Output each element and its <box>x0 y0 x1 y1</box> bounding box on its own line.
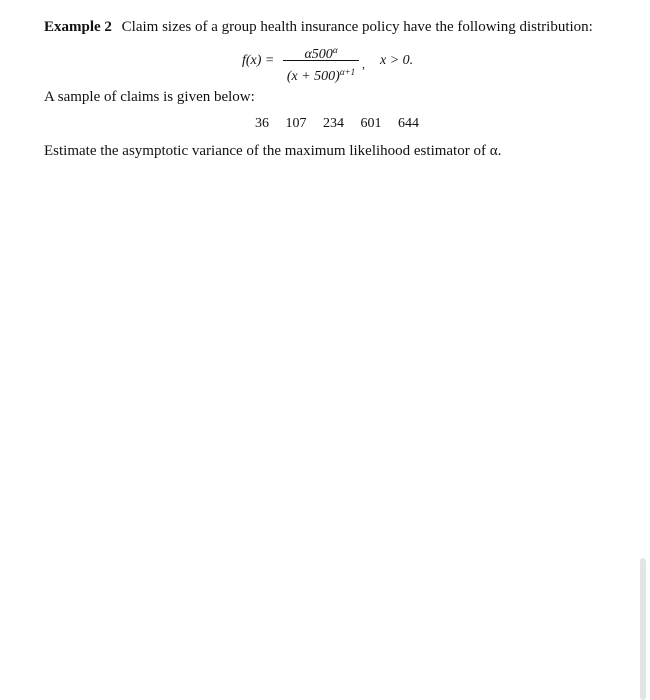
formula-separator: , <box>362 57 365 71</box>
question-text: Estimate the asymptotic variance of the maximum likelihood estimator of α. <box>44 143 502 159</box>
vertical-scrollbar[interactable] <box>640 558 646 700</box>
sample-value: 601 <box>360 116 382 131</box>
formula-numerator <box>282 40 360 60</box>
intro-text: Claim sizes of a group health insurance policy have the following distribution: <box>121 19 593 35</box>
formula-denominator <box>282 61 360 84</box>
denominator-base: (x + 500) <box>286 69 340 84</box>
sample-value: 644 <box>398 116 419 131</box>
sample-value: 36 <box>255 116 269 131</box>
sample-value: 234 <box>323 116 344 131</box>
denominator-exponent: α+1 <box>339 67 356 77</box>
formula-lhs: f(x) = <box>242 53 275 68</box>
sample-values <box>255 116 432 132</box>
problem-intro <box>44 19 593 36</box>
formula-fraction <box>282 40 360 84</box>
numerator-exponent: α <box>332 45 338 55</box>
formula-condition: x > 0. <box>380 53 414 68</box>
sample-value: 107 <box>285 116 307 131</box>
sample-label: A sample of claims is given below: <box>44 89 255 105</box>
numerator-base: α500 <box>304 47 333 62</box>
example-heading: Example 2 <box>44 19 112 35</box>
